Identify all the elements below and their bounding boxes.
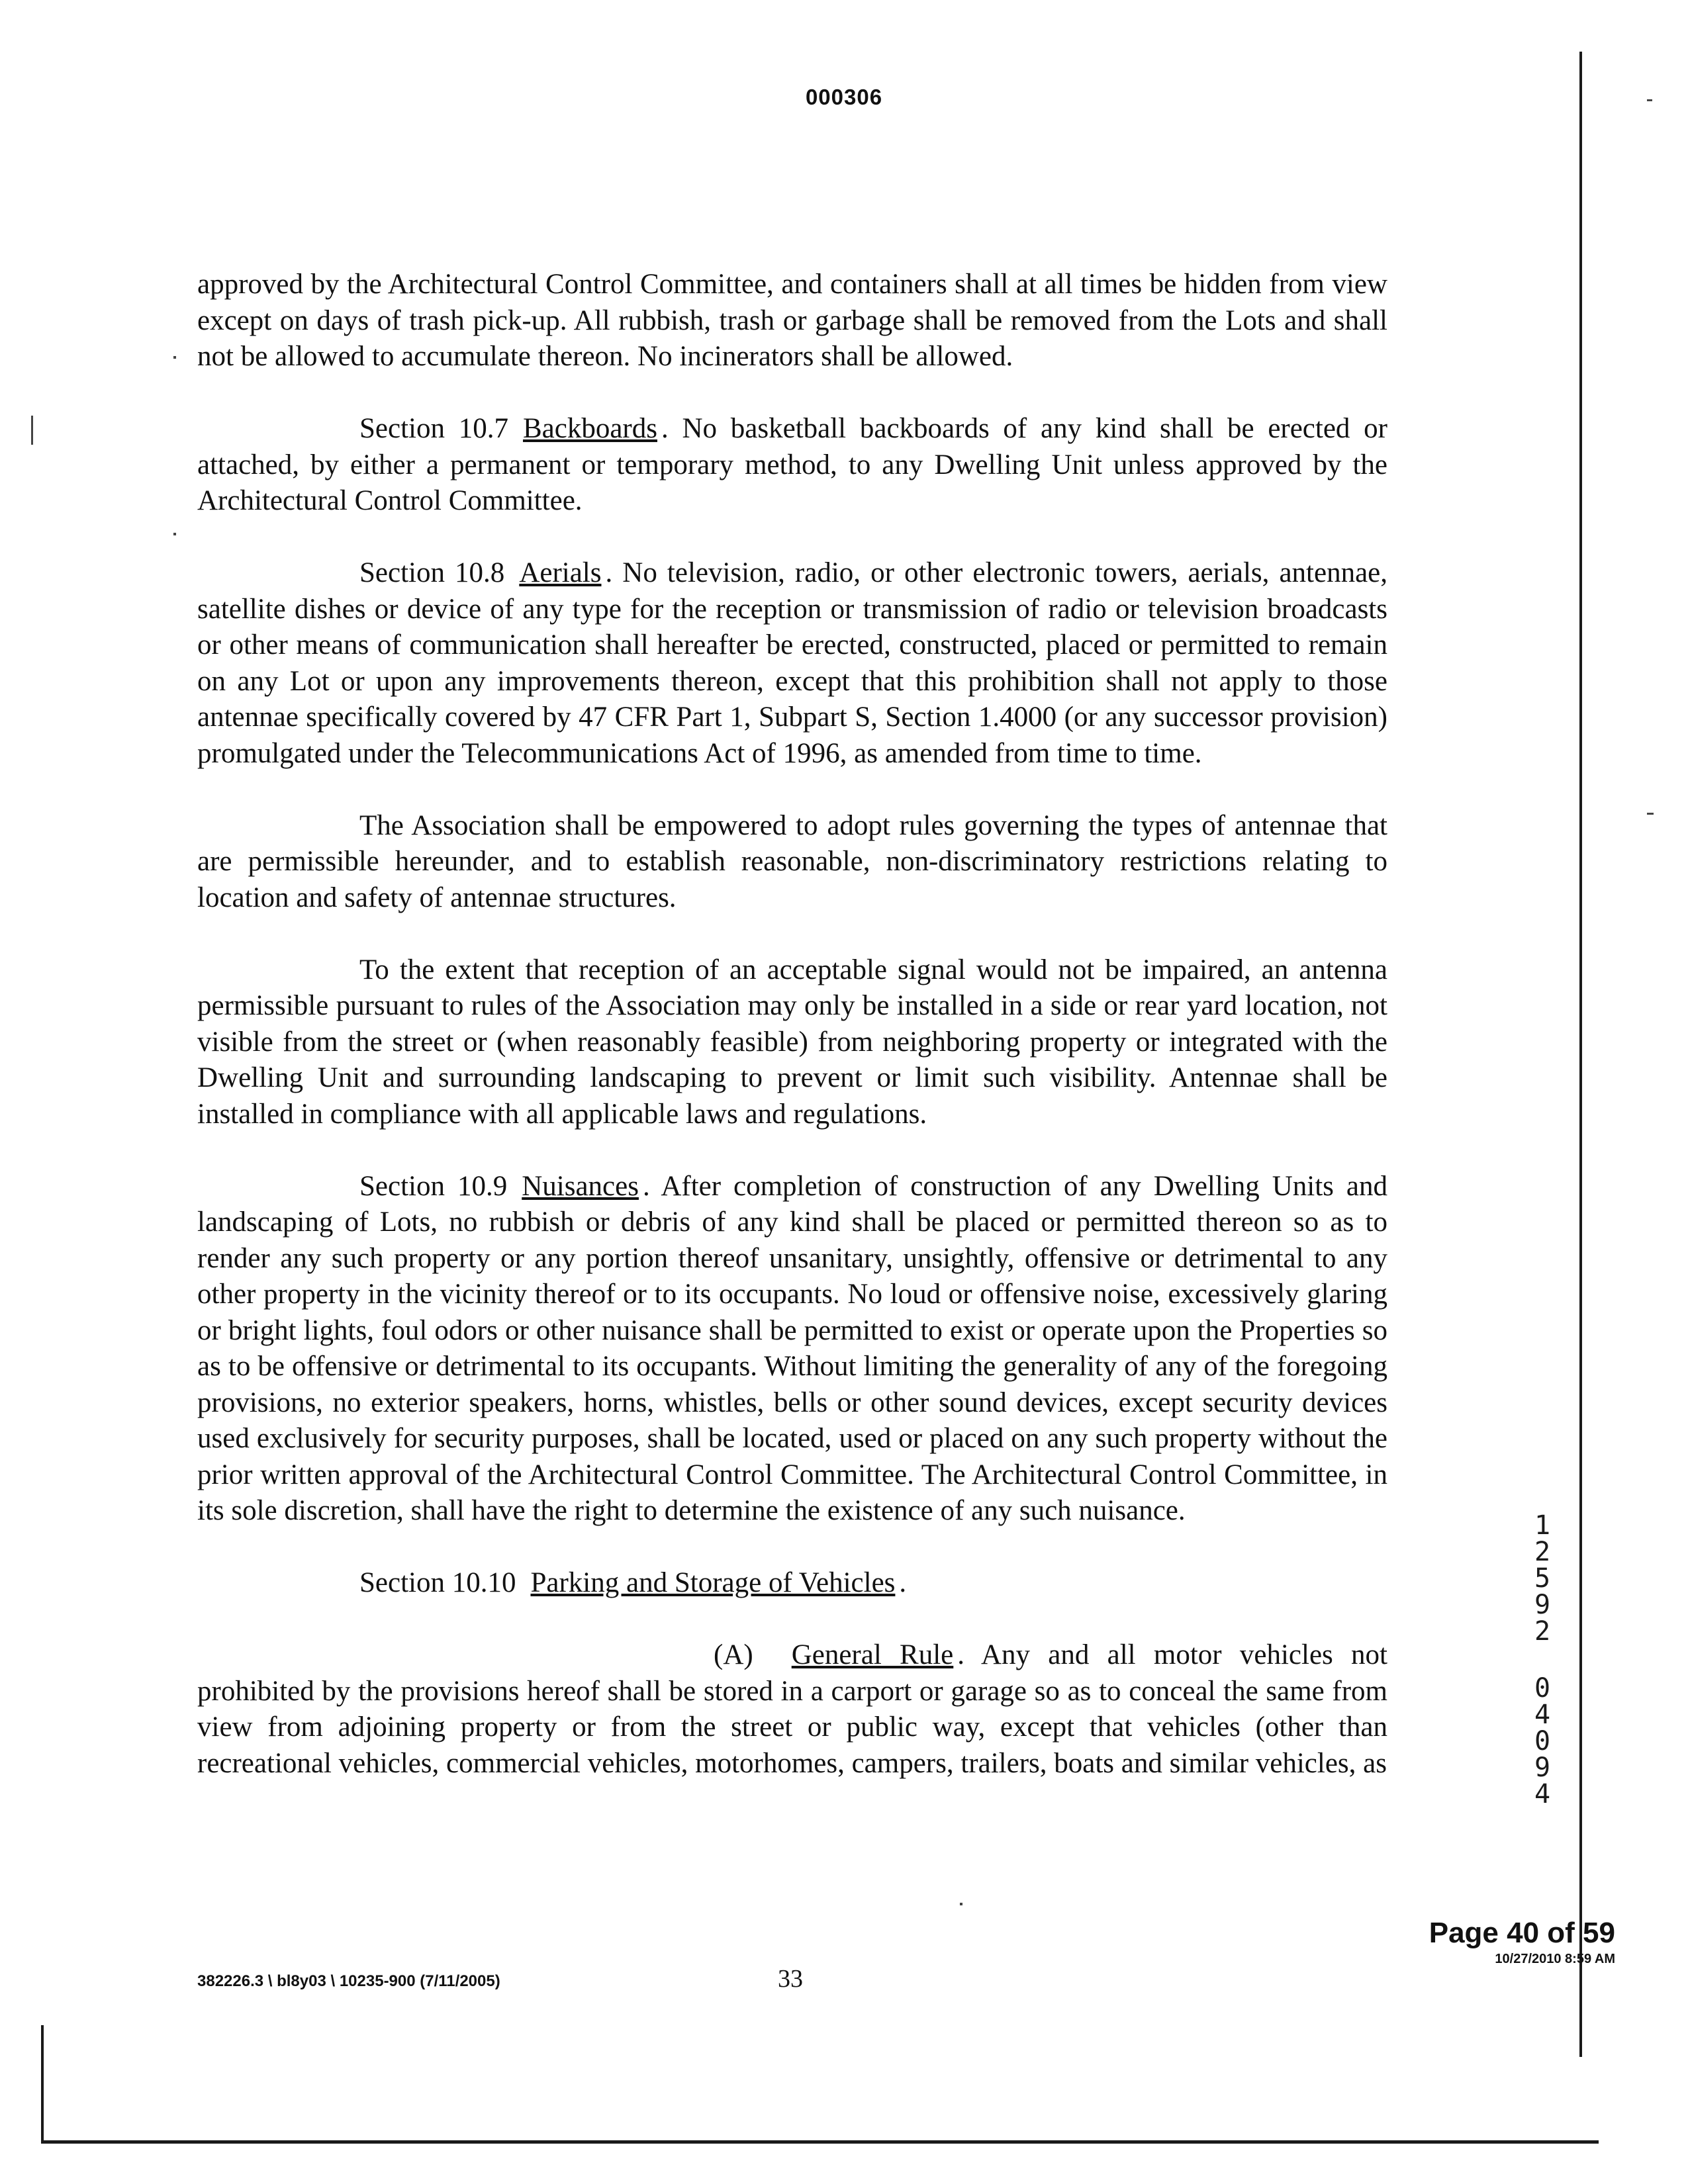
- section-label: Section 10.10: [359, 1567, 516, 1598]
- subsection-title: General Rule: [791, 1639, 954, 1670]
- stamp-digit: 5: [1534, 1563, 1551, 1594]
- subsection-label: (A): [714, 1639, 753, 1670]
- scan-border-right: [1579, 52, 1582, 2057]
- section-title: Backboards: [522, 413, 657, 444]
- section-text: .: [899, 1567, 907, 1598]
- section-title: Parking and Storage of Vehicles: [530, 1567, 896, 1598]
- scan-speck: [173, 356, 176, 359]
- section-10-8: [197, 555, 1387, 772]
- stamp-gap: [1529, 1645, 1556, 1675]
- stamp-digit: 9: [1534, 1752, 1551, 1783]
- section-text: . After completion of construction of any Dwelling Units and landscaping of Lots, no rubbish or debris of any kind shall be placed or permitted thereon so as to render any such property or any portion thereof unsanitary, unsightly, offensive or detrimental to any other property in the vicinity thereof or to its occupants. No loud or offensive noise, excessively glaring or bright lights, foul odors or other nuisance shall be permitted to exist or operate upon the Properties so as to be offensive or detrimental to its occupants. Without limiting the generality of any of the foregoing provisions, no exterior speakers, horns, whistles, bells or other sound devices, except security devices used exclusively for security purposes, shall be located, used or placed on any such property without the prior written approval of the Architectural Control Committee. The Architectural Control Committee, in its sole discretion, shall have the right to determine the existence of any such nuisance.: [197, 1170, 1387, 1526]
- section-10-7: [197, 411, 1387, 520]
- stamp-digit: 2: [1534, 1537, 1551, 1567]
- section-title: Aerials: [519, 557, 602, 588]
- footer-page-number: 33: [778, 1965, 803, 1993]
- paragraph-association: The Association shall be empowered to adopt rules governing the types of antennae that are permissible hereunder, and to establish reasonable, non-discriminatory restrictions relating to location and safety of antennae structures.: [197, 809, 1387, 913]
- paragraph-extent: To the extent that reception of an acceptable signal would not be impaired, an antenna permissible pursuant to rules of the Association may only be installed in a side or rear yard location, not visible from the street or (when reasonably feasible) from neighboring property or integrated with the Dwelling Unit and surrounding landscaping to prevent or limit such visibility. Antennae shall be installed in compliance with all applicable laws and regulations.: [197, 954, 1387, 1130]
- page-count: Page 40 of 59: [1429, 1917, 1615, 1949]
- section-10-9: [197, 1169, 1387, 1529]
- stamp-digit: 0: [1534, 1726, 1551, 1756]
- scan-speck: [173, 533, 176, 535]
- section-label: Section 10.8: [359, 557, 505, 588]
- paragraph-trash: approved by the Architectural Control Committee, and containers shall at all times be hidden from view except on days of trash pick-up. All rubbish, trash or garbage shall be removed from the Lots and shall not be allowed to accumulate thereon. No incinerators shall be allowed.: [197, 269, 1387, 372]
- scan-border-bottom: [41, 2140, 1599, 2144]
- recording-timestamp: 10/27/2010 8:59 AM: [1495, 1952, 1615, 1966]
- section-text: . No basketball backboards of any kind shall be erected or attached, by either a permanent or temporary method, to any Dwelling Unit unless approved by the Architectural Control Committee.: [197, 413, 1387, 516]
- section-label: Section 10.9: [359, 1170, 508, 1202]
- scan-speck: [960, 1903, 962, 1905]
- footer-document-id: 382226.3 \ bl8y03 \ 10235-900 (7/11/2005): [197, 1972, 500, 1990]
- section-label: Section 10.7: [359, 413, 508, 444]
- stamp-digit: 9: [1534, 1590, 1551, 1620]
- stamp-digit: 2: [1534, 1616, 1551, 1647]
- subsection-text: . Any and all motor vehicles not prohibited by the provisions hereof shall be stored in a carport or garage so as to conceal the same from view from adjoining property or from the street or public way, except that vehicles (other than recreational vehicles, commercial vehicles, motorhomes, campers, trailers, boats and similar vehicles, as: [197, 1639, 1387, 1779]
- recording-number-stamp: [1529, 1512, 1556, 1807]
- section-title: Nuisances: [522, 1170, 639, 1202]
- stamp-digit: 4: [1534, 1779, 1551, 1809]
- stamp-digit: 0: [1534, 1673, 1551, 1704]
- scan-border-left: [41, 2025, 44, 2143]
- stamp-digit: 4: [1534, 1700, 1551, 1730]
- section-10-10: [197, 1565, 1387, 1602]
- document-number: 000306: [805, 85, 883, 109]
- scan-speck: [1647, 813, 1654, 815]
- body-text: [197, 267, 1387, 1782]
- stamp-digit: 1: [1534, 1510, 1551, 1541]
- page-stamp: [1377, 1916, 1615, 1968]
- scan-speck: [31, 416, 33, 445]
- section-text: . No television, radio, or other electronic towers, aerials, antennae, satellite dishes or device of any type for the reception or transmission of radio or television broadcasts or other means of communication shall hereafter be erected, constructed, placed or permitted to remain on any Lot or upon any improvements thereon, except that this prohibition shall not apply to those antennae specifically covered by 47 CFR Part 1, Subpart S, Section 1.4000 (or any successor provision) promulgated under the Telecommunications Act of 1996, as amended from time to time.: [197, 557, 1388, 769]
- subsection-a: [197, 1637, 1387, 1782]
